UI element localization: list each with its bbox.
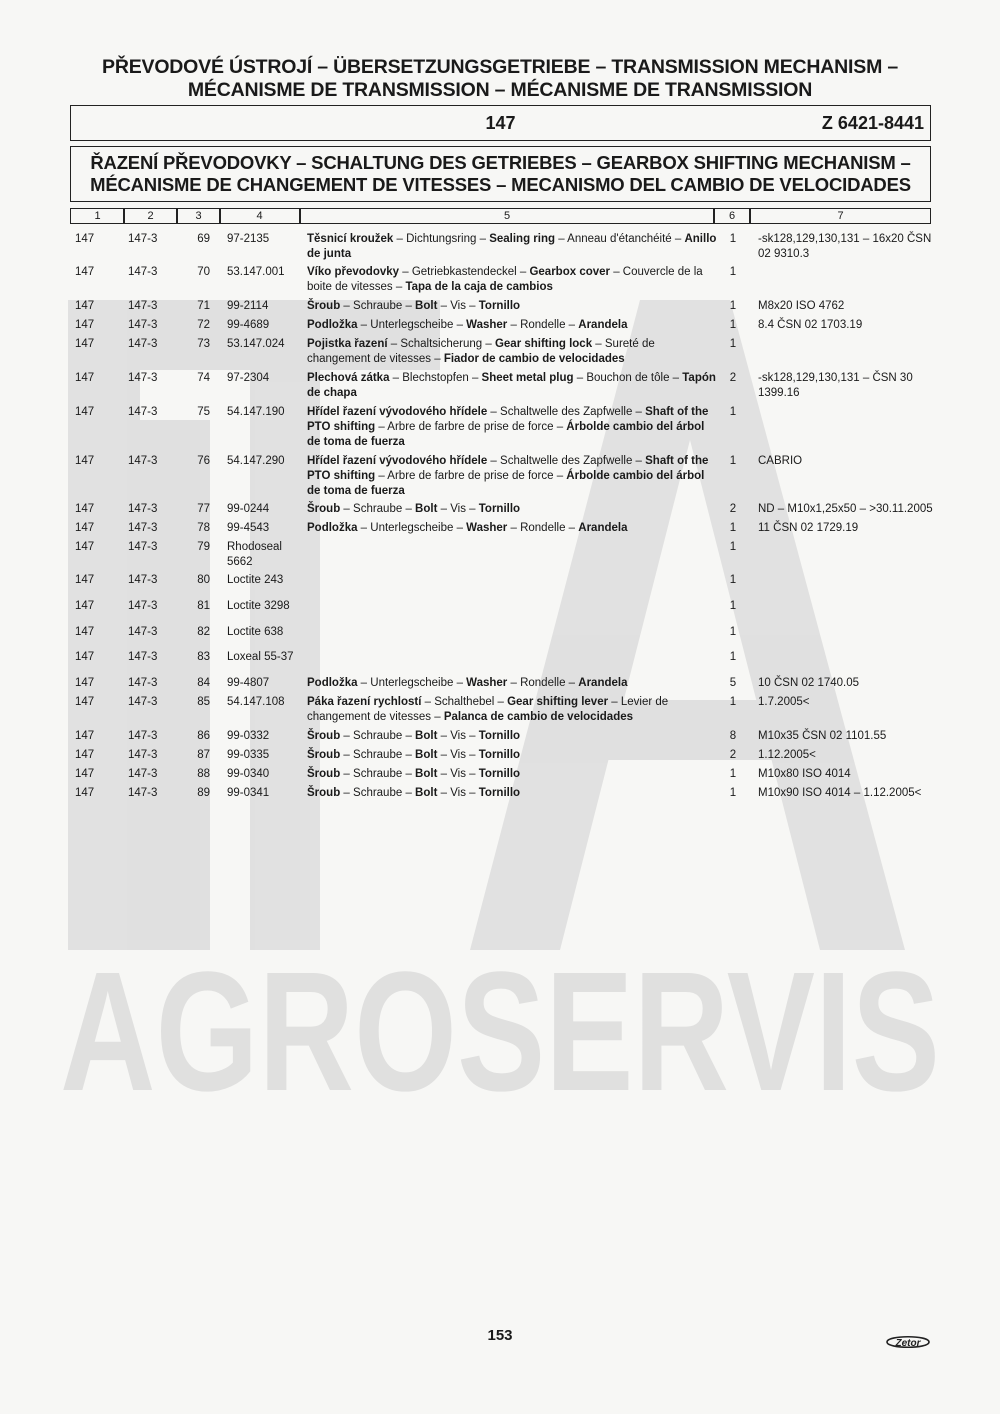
col-3-position: 78 [197,522,210,534]
col-3-position: 77 [197,503,210,515]
col-4-part-number: 53.147.001 [227,266,285,278]
description-name: Hřídel řazení vývodového hřídele [307,406,488,418]
col-1-group: 147 [75,455,95,467]
description-text: – Bouchon de tôle – [573,372,683,384]
col-6-quantity: 2 [729,749,737,761]
col-6-quantity: 1 [729,266,737,278]
description-name: Šroub [307,300,341,312]
description-text: – Vis – [437,730,479,742]
description-name: Bolt [415,787,438,799]
col-6-quantity: 1 [729,626,737,638]
col-2-subgroup: 147-3 [128,338,158,350]
col-3-position: 73 [197,338,210,350]
col-3-position: 76 [197,455,210,467]
col-2-subgroup: 147-3 [128,266,158,278]
description-name: Tornillo [478,730,521,742]
column-header-3: 3 [176,208,221,224]
col-4-part-number: Loctite 638 [227,626,284,638]
col-2-subgroup: 147-3 [128,749,158,761]
description-text: – Vis – [437,787,479,799]
col-1-group: 147 [75,522,95,534]
col-3-position: 80 [197,574,210,586]
description-name: Washer [466,677,508,689]
description-name: Podložka [307,522,358,534]
description-text: – Rondelle – [507,522,579,534]
col-2-subgroup: 147-3 [128,730,158,742]
col-2-subgroup: 147-3 [128,626,158,638]
section-title: ŘAZENÍ PŘEVODOVKY – SCHALTUNG DES GETRIEBES – GEARBOX SHIFTING MECHANISM – MÉCANISME DE CHANGEMENT DE VITESSES – MECANISMO DEL CAMBIO DE VELOCIDADES [90,152,911,195]
col-1-group: 147 [75,300,95,312]
col-6-quantity: 1 [729,338,737,350]
col-1-group: 147 [75,319,95,331]
description-name: Washer [466,522,508,534]
col-7-note: -sk128,129,130,131 – 16x20 ČSN 02 9310.3 [758,233,932,260]
description-text: – Dichtungsring – [393,233,490,245]
col-3-position: 81 [197,600,210,612]
col-5-description [307,232,717,262]
col-7-note: CABRIO [758,455,803,467]
description-text: – Unterlegscheibe – [357,319,467,331]
description-name: Šroub [307,787,341,799]
page-title: PŘEVODOVÉ ÚSTROJÍ – ÜBERSETZUNGSGETRIEBE – TRANSMISSION MECHANISM – MÉCANISME DE TRANSMISSION – MÉCANISME DE TRANSMISSION [102,56,898,101]
description-text: – Blechstopfen – [389,372,482,384]
col-2-subgroup: 147-3 [128,600,158,612]
col-6-quantity: 1 [729,574,737,586]
col-3-position: 75 [197,406,210,418]
col-2-subgroup: 147-3 [128,503,158,515]
col-1-group: 147 [75,677,95,689]
col-4-part-number: 54.147.190 [227,406,285,418]
col-7-note: 1.7.2005< [758,696,810,708]
col-1-group: 147 [75,787,95,799]
description-name: Šroub [307,749,341,761]
col-1-group: 147 [75,626,95,638]
col-3-position: 69 [197,233,210,245]
col-5-description [307,337,717,367]
description-name: Tapa de la caja de cambios [405,281,553,293]
col-6-quantity: 1 [729,522,737,534]
page-number: 153 [487,1327,513,1344]
col-7-note: 10 ČSN 02 1740.05 [758,677,860,689]
column-header-2: 2 [123,208,178,224]
description-name: Bolt [415,730,438,742]
description-text: – Vis – [437,503,479,515]
description-name: Palanca de cambio de velocidades [443,711,634,723]
col-4-part-number: 99-0340 [227,768,270,780]
col-6-quantity: 1 [729,651,737,663]
description-text: – Couvercle de la boite de vitesses – [307,266,703,293]
description-name: Bolt [415,503,438,515]
col-1-group: 147 [75,749,95,761]
description-text: – Schraube – [340,300,416,312]
col-5-description [307,767,717,782]
col-1-group: 147 [75,406,95,418]
col-4-part-number: 99-0341 [227,787,270,799]
description-name: Šroub [307,768,341,780]
description-name: Plechová zátka [307,372,390,384]
description-text: – Levier de changement de vitesses – [307,696,669,723]
col-3-position: 70 [197,266,210,278]
col-4-part-number: 99-4807 [227,677,270,689]
description-text: – Rondelle – [507,677,579,689]
description-name: Arandela [578,319,628,331]
col-5-description [307,371,717,401]
col-7-note: 11 ČSN 02 1729.19 [758,522,859,534]
description-text: – Sureté de changement de vitesses – [307,338,655,365]
description-text: – Schraube – [340,730,416,742]
section-header [70,146,931,202]
description-name: Šroub [307,503,341,515]
col-3-position: 83 [197,651,210,663]
col-3-position: 84 [197,677,210,689]
col-7-note: -sk128,129,130,131 – ČSN 30 1399.16 [758,372,913,399]
col-2-subgroup: 147-3 [128,372,158,384]
col-6-quantity: 1 [729,406,737,418]
column-header-1: 1 [70,208,125,224]
col-5-description [307,318,717,333]
col-3-position: 71 [197,300,210,312]
description-name: Gear shifting lever [507,696,609,708]
description-name: Hřídel řazení vývodového hřídele [307,455,488,467]
description-text: – Schraube – [340,749,416,761]
description-name: Árbolde cambio del árbol de toma de fuerza [307,470,705,497]
col-1-group: 147 [75,651,95,663]
col-1-group: 147 [75,768,95,780]
col-4-part-number: 99-0244 [227,503,270,515]
description-name: Bolt [415,768,438,780]
description-name: Bolt [415,300,438,312]
col-5-description [307,454,717,499]
col-3-position: 82 [197,626,210,638]
col-7-note: M10x90 ISO 4014 – 1.12.2005< [758,787,922,799]
description-name: Podložka [307,319,358,331]
col-7-note: M10x80 ISO 4014 [758,768,851,780]
col-2-subgroup: 147-3 [128,574,158,586]
description-text: – Unterlegscheibe – [357,677,467,689]
col-3-position: 88 [197,768,210,780]
col-2-subgroup: 147-3 [128,541,158,553]
group-number: 147 [485,113,516,133]
col-2-subgroup: 147-3 [128,651,158,663]
col-4-part-number: 99-4689 [227,319,270,331]
column-header-7: 7 [750,208,931,224]
col-4-part-number: Loctite 3298 [227,600,290,612]
col-1-group: 147 [75,696,95,708]
description-name: Tornillo [478,749,521,761]
col-6-quantity: 1 [729,233,737,245]
col-4-part-number: 99-2114 [227,300,269,312]
col-6-quantity: 1 [729,768,737,780]
description-text: – Rondelle – [507,319,579,331]
col-2-subgroup: 147-3 [128,787,158,799]
col-7-note: M10x35 ČSN 02 1101.55 [758,730,887,742]
col-1-group: 147 [75,338,95,350]
column-header-4: 4 [219,208,300,224]
description-name: Gearbox cover [529,266,611,278]
col-5-description [307,729,717,744]
col-4-part-number: 99-0335 [227,749,270,761]
col-6-quantity: 1 [729,319,737,331]
col-6-quantity: 1 [729,787,737,799]
description-name: Árbolde cambio del árbol de toma de fuerza [307,421,705,448]
col-4-part-number: 97-2135 [227,233,270,245]
column-header-5: 5 [300,208,714,224]
zetor-logo-text: Zetor [895,1338,921,1349]
col-5-description [307,676,717,691]
col-2-subgroup: 147-3 [128,696,158,708]
col-4-part-number: Loxeal 55-37 [227,651,294,663]
description-name: Sealing ring [489,233,556,245]
col-4-part-number: 53.147.024 [227,338,285,350]
col-6-quantity: 1 [729,455,737,467]
col-5-description [307,695,717,725]
description-text: – Unterlegscheibe – [357,522,467,534]
col-1-group: 147 [75,372,95,384]
col-3-position: 74 [197,372,210,384]
description-text: – Schalthebel – [421,696,508,708]
col-4-part-number: 99-0332 [227,730,270,742]
description-name: Šroub [307,730,341,742]
col-5-description [307,299,717,314]
col-6-quantity: 1 [729,541,737,553]
col-7-note: ND – M10x1,25x50 – >30.11.2005 [758,503,933,515]
col-2-subgroup: 147-3 [128,522,158,534]
col-2-subgroup: 147-3 [128,319,158,331]
col-5-description [307,265,717,295]
col-6-quantity: 2 [729,503,737,515]
col-6-quantity: 1 [729,300,737,312]
group-header [70,105,931,141]
description-text: – Schraube – [340,787,416,799]
description-text: – Schaltwelle des Zapfwelle – [487,406,646,418]
col-3-position: 72 [197,319,210,331]
description-name: Podložka [307,677,358,689]
col-6-quantity: 2 [729,372,737,384]
col-1-group: 147 [75,266,95,278]
description-name: Páka řazení rychlostí [307,696,422,708]
description-text: – Getriebkastendeckel – [399,266,530,278]
col-2-subgroup: 147-3 [128,677,158,689]
col-1-group: 147 [75,233,95,245]
column-header-6: 6 [714,208,750,224]
description-name: Bolt [415,749,438,761]
col-1-group: 147 [75,541,95,553]
description-text: – Anneau d'étanchéité – [555,233,685,245]
description-name: Anillo de junta [307,233,717,260]
catalog-code: Z 6421-8441 [821,113,924,133]
col-3-position: 79 [197,541,210,553]
description-name: Pojistka řazení [307,338,388,350]
description-text: – Schraube – [340,768,416,780]
description-name: Shaft of the PTO shifting [307,406,709,433]
col-7-note: 1.12.2005< [758,749,816,761]
description-name: Tornillo [478,787,521,799]
col-4-part-number: 54.147.290 [227,455,285,467]
col-5-description [307,786,717,801]
col-3-position: 89 [197,787,210,799]
description-name: Shaft of the PTO shifting [307,455,709,482]
description-text: – Vis – [437,768,479,780]
col-4-part-number: Rhodoseal 5662 [227,541,282,568]
col-2-subgroup: 147-3 [128,768,158,780]
description-text: – Schraube – [340,503,416,515]
description-name: Těsnicí kroužek [307,233,394,245]
col-5-description [307,521,717,536]
col-4-part-number: Loctite 243 [227,574,284,586]
description-text: – Arbre de farbre de prise de force – [375,470,567,482]
description-name: Arandela [578,522,628,534]
col-2-subgroup: 147-3 [128,406,158,418]
col-3-position: 87 [197,749,210,761]
col-5-description [307,405,717,450]
description-text: – Vis – [437,749,479,761]
description-name: Fiador de cambio de velocidades [443,353,625,365]
watermark-text: AGROSERVIS [60,937,940,1127]
col-4-part-number: 97-2304 [227,372,270,384]
description-name: Washer [466,319,508,331]
description-name: Tornillo [478,300,521,312]
col-5-description [307,748,717,763]
col-6-quantity: 8 [729,730,737,742]
col-7-note: 8.4 ČSN 02 1703.19 [758,319,863,331]
zetor-logo [883,1331,933,1353]
description-name: Tapón de chapa [307,372,716,399]
description-text: – Schaltwelle des Zapfwelle – [487,455,646,467]
col-6-quantity: 5 [729,677,737,689]
col-1-group: 147 [75,574,95,586]
col-2-subgroup: 147-3 [128,455,158,467]
description-text: – Schaltsicherung – [387,338,495,350]
col-3-position: 86 [197,730,210,742]
description-text: – Vis – [437,300,479,312]
col-3-position: 85 [197,696,210,708]
col-6-quantity: 1 [729,696,737,708]
description-name: Víko převodovky [307,266,400,278]
col-5-description [307,502,717,517]
col-2-subgroup: 147-3 [128,233,158,245]
col-6-quantity: 1 [729,600,737,612]
col-4-part-number: 99-4543 [227,522,270,534]
description-name: Gear shifting lock [494,338,593,350]
col-4-part-number: 54.147.108 [227,696,285,708]
col-1-group: 147 [75,503,95,515]
description-text: – Arbre de farbre de prise de force – [375,421,567,433]
col-7-note: M8x20 ISO 4762 [758,300,845,312]
col-2-subgroup: 147-3 [128,300,158,312]
col-1-group: 147 [75,730,95,742]
description-name: Tornillo [478,768,521,780]
description-name: Sheet metal plug [481,372,574,384]
description-name: Arandela [578,677,628,689]
description-name: Tornillo [478,503,521,515]
col-1-group: 147 [75,600,95,612]
